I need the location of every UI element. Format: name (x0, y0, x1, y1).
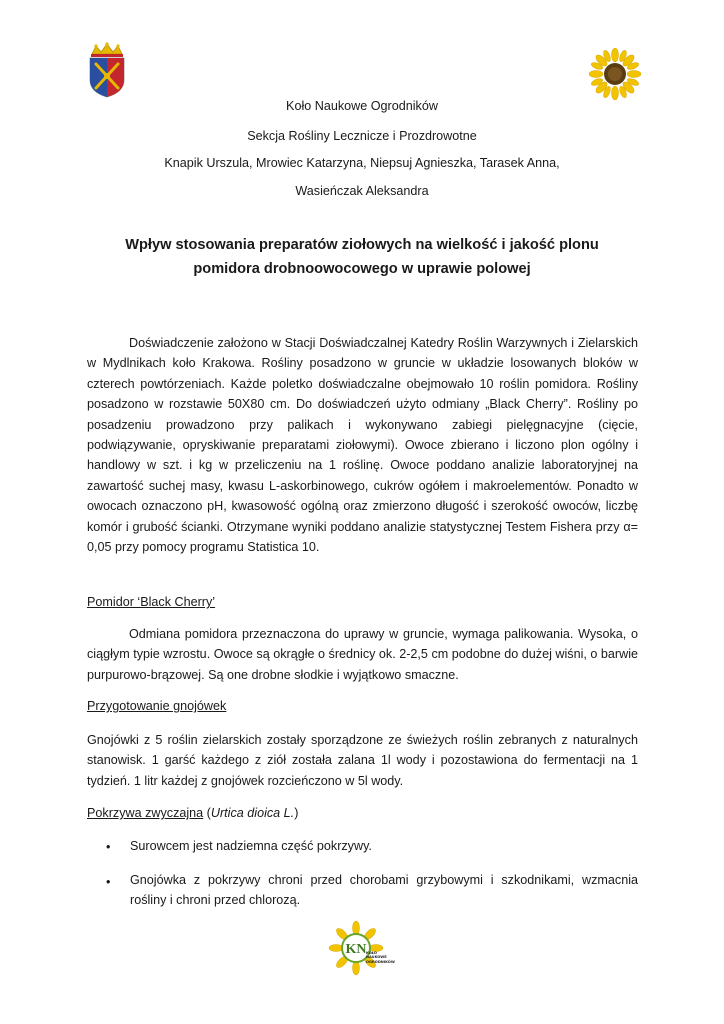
tomato-section-heading: Pomidor ‘Black Cherry’ (87, 595, 216, 609)
document-title-line-2: pomidora drobnoowocowego w uprawie polowej (193, 261, 531, 277)
bullet-marker: • (106, 840, 111, 854)
logo-monogram: KN (345, 942, 367, 957)
section-name: Sekcja Rośliny Lecznicze i Prozdrowotne (247, 129, 477, 143)
university-crest-logo (86, 42, 128, 98)
sunflower-logo (589, 48, 641, 100)
club-logo-footer (328, 920, 404, 976)
nettle-bullet-1: Surowcem jest nadziemna część pokrzywy. (130, 839, 372, 853)
intro-paragraph: Doświadczenie założono w Stacji Doświadczalnej Katedry Roślin Warzywnych i Zielarskich w Mydlnikach koło Krakowa. Rośliny posadzono w gruncie w układzie losowanych bloków w czterech powtórzeniach. Każde poletko doświadczalne obejmowało 10 roślin pomidora. Rośliny posadzono w rozstawie 50X80 cm. Do doświadczeń użyto odmiany „Black Cherry”. Rośliny po posadzeniu prowadzono przy palikach i wykonywano zabiegi pielęgnacyjne (cięcie, podwiązywanie, opryskiwanie preparatami ziołowymi). Owoce zbierano i liczono plon ogólny i handlowy w szt. i kg w przeliczeniu na 1 roślinę. Owoce poddano analizie laboratoryjnej na zawartość suchej masy, kwasu L-askorbinowego, cukrów ogółem i makroelementów. Ponadto w owocach oznaczono pH, kwasowość ogólną oraz zmierzono długość i szerokość owoców, liczbę komór i grubość ścianki. Otrzymane wyniki poddano analizie statystycznej Testem Fishera przy α= 0,05 przy pomocy programu Statistica 10. (87, 336, 638, 555)
nettle-bullet-2: Gnojówka z pokrzywy chroni przed chorobami grzybowymi i szkodnikami, wzmacnia rośliny i chroni przed chlorozą. (130, 873, 638, 908)
nettle-heading-common-name: Pokrzywa zwyczajna (87, 806, 204, 820)
nettle-heading-latin-name: Urtica dioica L. (210, 806, 295, 820)
club-sunflower-emblem (328, 920, 384, 976)
tomato-section-text: Odmiana pomidora przeznaczona do uprawy w gruncie, wymaga palikowania. Wysoka, o ciągłym typie wzrostu. Owoce są okrągłe o średnicy ok. 2-2,5 cm podobne do dużej wiśni, o barwie purpurowo-brązowej. Są one drobne słodkie i wyjątkowo smaczne. (87, 627, 638, 682)
manure-section-heading: Przygotowanie gnojówek (87, 699, 227, 713)
logo-caption: KOŁO NAUKOWE OGRODNIKÓW (366, 951, 395, 964)
nettle-section-heading (87, 805, 298, 821)
document-title-line-1: Wpływ stosowania preparatów ziołowych na wielkość i jakość plonu (125, 237, 599, 253)
nettle-heading-paren-open: ( (203, 806, 211, 820)
bullet-marker: • (106, 875, 111, 889)
manure-section-text: Gnojówki z 5 roślin zielarskich zostały sporządzone ze świeżych roślin zebranych z naturalnych stanowisk. 1 garść każdego z ziół została zalana 1l wody i pozostawiona do fermentacji na 1 tydzień. 1 litr każdej z gnojówek rozcieńczono w 5l wody. (87, 733, 638, 788)
authors-line-1: Knapik Urszula, Mrowiec Katarzyna, Niepsuj Agnieszka, Tarasek Anna, (164, 156, 560, 170)
authors-line-2: Wasieńczak Aleksandra (295, 184, 429, 198)
nettle-heading-paren-close: ) (294, 806, 299, 820)
org-name: Koło Naukowe Ogrodników (286, 99, 438, 113)
